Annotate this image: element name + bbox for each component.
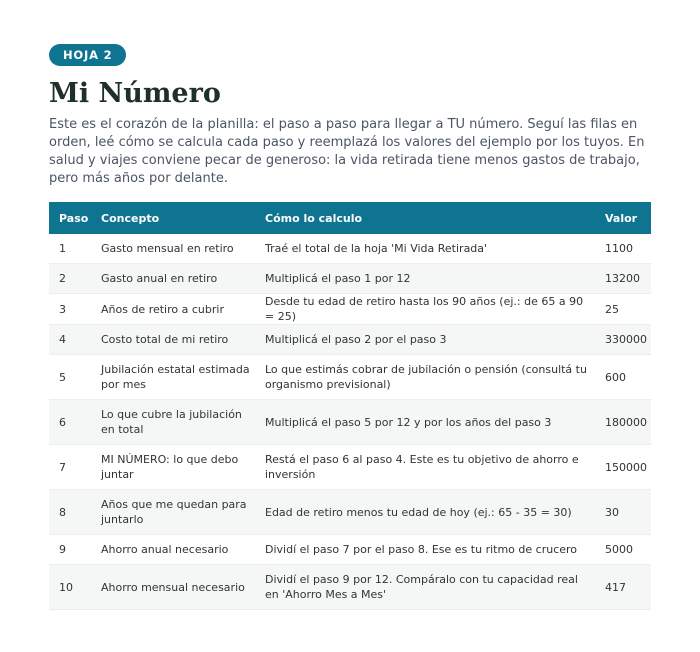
cell-concepto: Jubilación estatal estimada por mes <box>91 355 255 400</box>
intro-paragraph: Este es el corazón de la planilla: el paso a paso para llegar a TU número. Seguí las filas en orden, leé cómo se calcula cada paso y reemplazá los valores del ejemplo por los tuyos. En salud y viajes conviene pecar de generoso: la vida retirada tiene menos gastos de trabajo, pero más años por delante. <box>49 117 645 186</box>
cell-calculo: Lo que estimás cobrar de jubilación o pensión (consultá tu organismo previsional) <box>255 355 595 400</box>
steps-table <box>49 202 651 610</box>
cell-valor: 5000 <box>595 535 651 565</box>
header-valor: Valor <box>595 202 651 234</box>
cell-valor: 30 <box>595 490 651 535</box>
cell-valor: 1100 <box>595 234 651 264</box>
header-concepto: Concepto <box>91 202 255 234</box>
cell-concepto: Ahorro mensual necesario <box>91 565 255 610</box>
cell-valor: 180000 <box>595 400 651 445</box>
cell-paso: 6 <box>49 400 91 445</box>
cell-calculo: Multiplicá el paso 1 por 12 <box>255 264 595 294</box>
cell-paso: 7 <box>49 445 91 490</box>
cell-paso: 3 <box>49 294 91 325</box>
cell-valor: 600 <box>595 355 651 400</box>
cell-paso: 5 <box>49 355 91 400</box>
cell-concepto: Ahorro anual necesario <box>91 535 255 565</box>
table-row <box>49 400 651 445</box>
table-row <box>49 565 651 610</box>
table-row <box>49 234 651 264</box>
cell-calculo: Edad de retiro menos tu edad de hoy (ej.: 65 - 35 = 30) <box>255 490 595 535</box>
cell-calculo: Dividí el paso 7 por el paso 8. Ese es tu ritmo de crucero <box>255 535 595 565</box>
cell-calculo: Multiplicá el paso 5 por 12 y por los años del paso 3 <box>255 400 595 445</box>
cell-concepto: Gasto mensual en retiro <box>91 234 255 264</box>
table-row <box>49 535 651 565</box>
sheet-badge: HOJA 2 <box>49 44 126 66</box>
page-title: Mi Número <box>49 78 221 109</box>
cell-concepto: Gasto anual en retiro <box>91 264 255 294</box>
cell-calculo: Traé el total de la hoja 'Mi Vida Retirada' <box>255 234 595 264</box>
cell-valor: 330000 <box>595 325 651 355</box>
cell-valor: 417 <box>595 565 651 610</box>
cell-paso: 1 <box>49 234 91 264</box>
cell-valor: 13200 <box>595 264 651 294</box>
header-calculo: Cómo lo calculo <box>255 202 595 234</box>
cell-paso: 8 <box>49 490 91 535</box>
cell-paso: 10 <box>49 565 91 610</box>
table-row <box>49 445 651 490</box>
cell-paso: 2 <box>49 264 91 294</box>
cell-calculo: Restá el paso 6 al paso 4. Este es tu objetivo de ahorro e inversión <box>255 445 595 490</box>
cell-paso: 4 <box>49 325 91 355</box>
cell-valor: 25 <box>595 294 651 325</box>
table-row <box>49 355 651 400</box>
cell-calculo: Dividí el paso 9 por 12. Compáralo con tu capacidad real en 'Ahorro Mes a Mes' <box>255 565 595 610</box>
cell-calculo: Multiplicá el paso 2 por el paso 3 <box>255 325 595 355</box>
table-row <box>49 294 651 325</box>
cell-concepto: Años que me quedan para juntarlo <box>91 490 255 535</box>
header-paso: Paso <box>49 202 91 234</box>
table-header-row <box>49 202 651 234</box>
cell-calculo: Desde tu edad de retiro hasta los 90 años (ej.: de 65 a 90 = 25) <box>255 294 595 325</box>
cell-paso: 9 <box>49 535 91 565</box>
cell-concepto: MI NÚMERO: lo que debo juntar <box>91 445 255 490</box>
table-row <box>49 264 651 294</box>
cell-concepto: Años de retiro a cubrir <box>91 294 255 325</box>
table-row <box>49 325 651 355</box>
cell-valor: 150000 <box>595 445 651 490</box>
cell-concepto: Costo total de mi retiro <box>91 325 255 355</box>
cell-concepto: Lo que cubre la jubilación en total <box>91 400 255 445</box>
table-row <box>49 490 651 535</box>
